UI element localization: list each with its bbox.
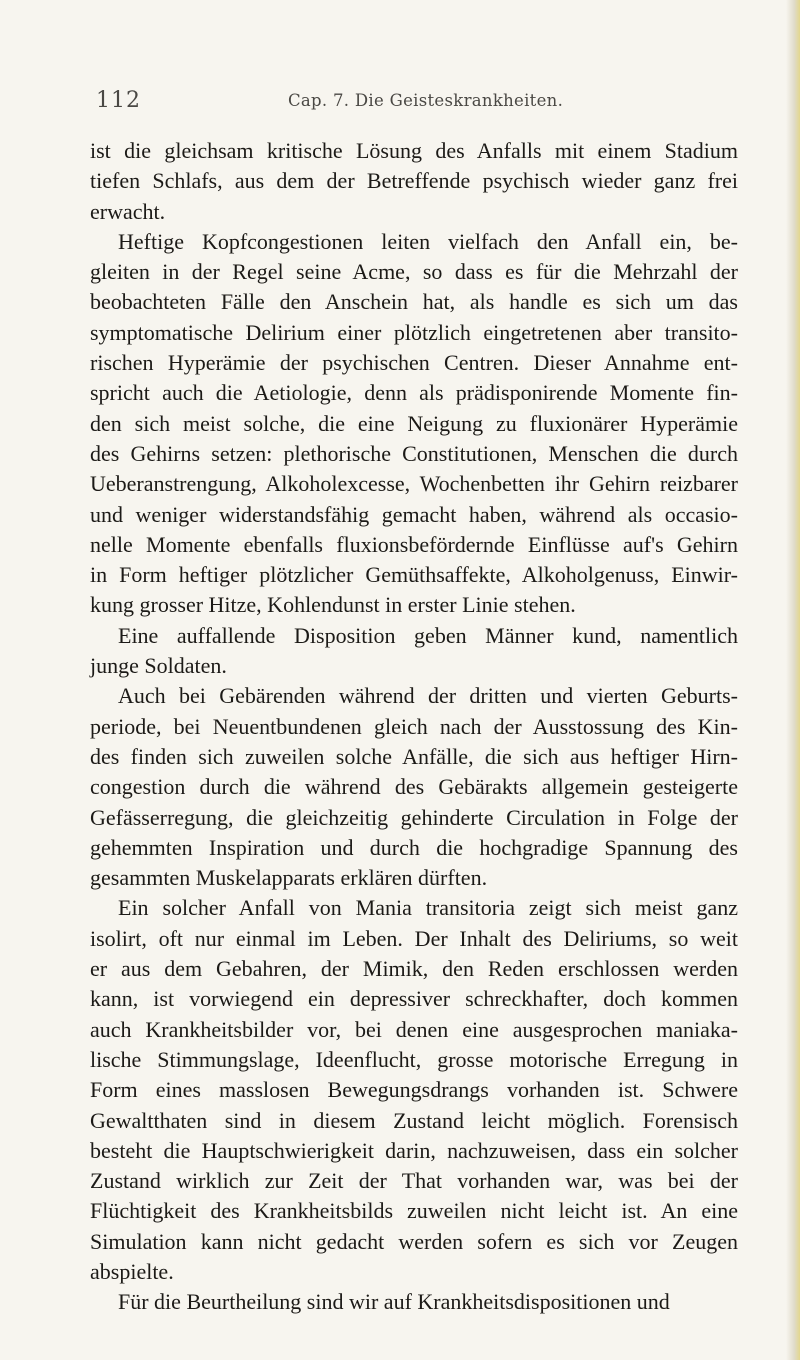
text-line: gesammten Muskelapparats erklären dürften. (90, 865, 488, 891)
text-line: gleiten in der Regel seine Acme, so dass es für die Mehrzahl der (90, 259, 738, 285)
text-line: kann, ist vorwiegend ein depressiver schreckhafter, doch kommen (90, 986, 738, 1012)
text-line: nelle Momente ebenfalls fluxionsbefördernde Einflüsse auf's Gehirn (90, 531, 738, 557)
text-line: Simulation kann nicht gedacht werden sofern es sich vor Zeugen (90, 1228, 738, 1254)
text-line: ist die gleichsam kritische Lösung des Anfalls mit einem Stadium (90, 138, 738, 163)
text-line: lische Stimmungslage, Ideenflucht, grosse motorische Erregung in (90, 1046, 738, 1072)
text-line: Flüchtigkeit des Krankheitsbilds zuweilen nicht leicht ist. An eine (90, 1198, 738, 1224)
page-edge-shadow (786, 0, 800, 1360)
text-line: des Gehirns setzen: plethorische Constitutionen, Menschen die durch (90, 440, 738, 466)
text-line: beobachteten Fälle den Anschein hat, als handle es sich um das (90, 289, 738, 315)
text-line: Auch bei Gebärenden während der dritten und vierten Geburts- (118, 683, 738, 709)
page-number: 112 (96, 88, 141, 113)
text-line: besteht die Hauptschwierigkeit darin, nachzuweisen, dass ein solcher (90, 1137, 738, 1163)
text-line: periode, bei Neuentbundenen gleich nach der Ausstossung des Kin- (90, 713, 738, 739)
text-line: Gewaltthaten sind in diesem Zustand leicht möglich. Forensisch (90, 1107, 738, 1133)
text-line: Zustand wirklich zur Zeit der That vorhanden war, was bei der (90, 1168, 738, 1194)
text-line: Gefässerregung, die gleichzeitig gehinderte Circulation in Folge der (90, 804, 738, 830)
text-line: in Form heftiger plötzlicher Gemüthsaffekte, Alkoholgenuss, Einwir- (90, 562, 738, 588)
text-line: spricht auch die Aetiologie, denn als prädisponirende Momente fin- (90, 380, 738, 406)
text-line: und weniger widerstandsfähig gemacht haben, während als occasio- (90, 501, 738, 527)
text-line: gehemmten Inspiration und durch die hochgradige Spannung des (90, 834, 738, 860)
text-line: er aus dem Gebahren, der Mimik, den Reden erschlossen werden (90, 956, 738, 982)
text-line: den sich meist solche, die eine Neigung zu fluxionärer Hyperämie (90, 410, 738, 436)
text-line: junge Soldaten. (90, 653, 227, 679)
text-line: tiefen Schlafs, aus dem der Betreffende psychisch wieder ganz frei (90, 168, 738, 194)
text-line: Ueberanstrengung, Alkoholexcesse, Wochenbetten ihr Gehirn reizbarer (90, 471, 738, 497)
text-line: auch Krankheitsbilder vor, bei denen eine ausgesprochen maniaka- (90, 1016, 738, 1042)
body-text (90, 136, 738, 1318)
text-line: symptomatische Delirium einer plötzlich eingetretenen aber transito- (90, 319, 738, 345)
text-line: abspielte. (90, 1258, 174, 1284)
text-line: Heftige Kopfcongestionen leiten vielfach den Anfall ein, be- (118, 228, 738, 254)
text-line: Ein solcher Anfall von Mania transitoria zeigt sich meist ganz (118, 895, 738, 921)
text-line: Für die Beurtheilung sind wir auf Krankheitsdispositionen und (118, 1289, 670, 1315)
text-line: rischen Hyperämie der psychischen Centren. Dieser Annahme ent- (90, 350, 738, 376)
text-line: congestion durch die während des Gebärakts allgemein gesteigerte (90, 774, 738, 800)
text-line: kung grosser Hitze, Kohlendunst in erster Linie stehen. (90, 592, 576, 618)
page-header (96, 88, 736, 116)
running-head: Cap. 7. Die Geisteskrankheiten. (288, 91, 564, 110)
text-line: Eine auffallende Disposition geben Männer kund, namentlich (118, 622, 738, 648)
text-line: des finden sich zuweilen solche Anfälle, die sich aus heftiger Hirn- (90, 743, 738, 769)
text-line: isolirt, oft nur einmal im Leben. Der Inhalt des Deliriums, so weit (90, 925, 738, 951)
text-line: erwacht. (90, 198, 166, 224)
text-line: Form eines masslosen Bewegungsdrangs vorhanden ist. Schwere (90, 1077, 738, 1103)
